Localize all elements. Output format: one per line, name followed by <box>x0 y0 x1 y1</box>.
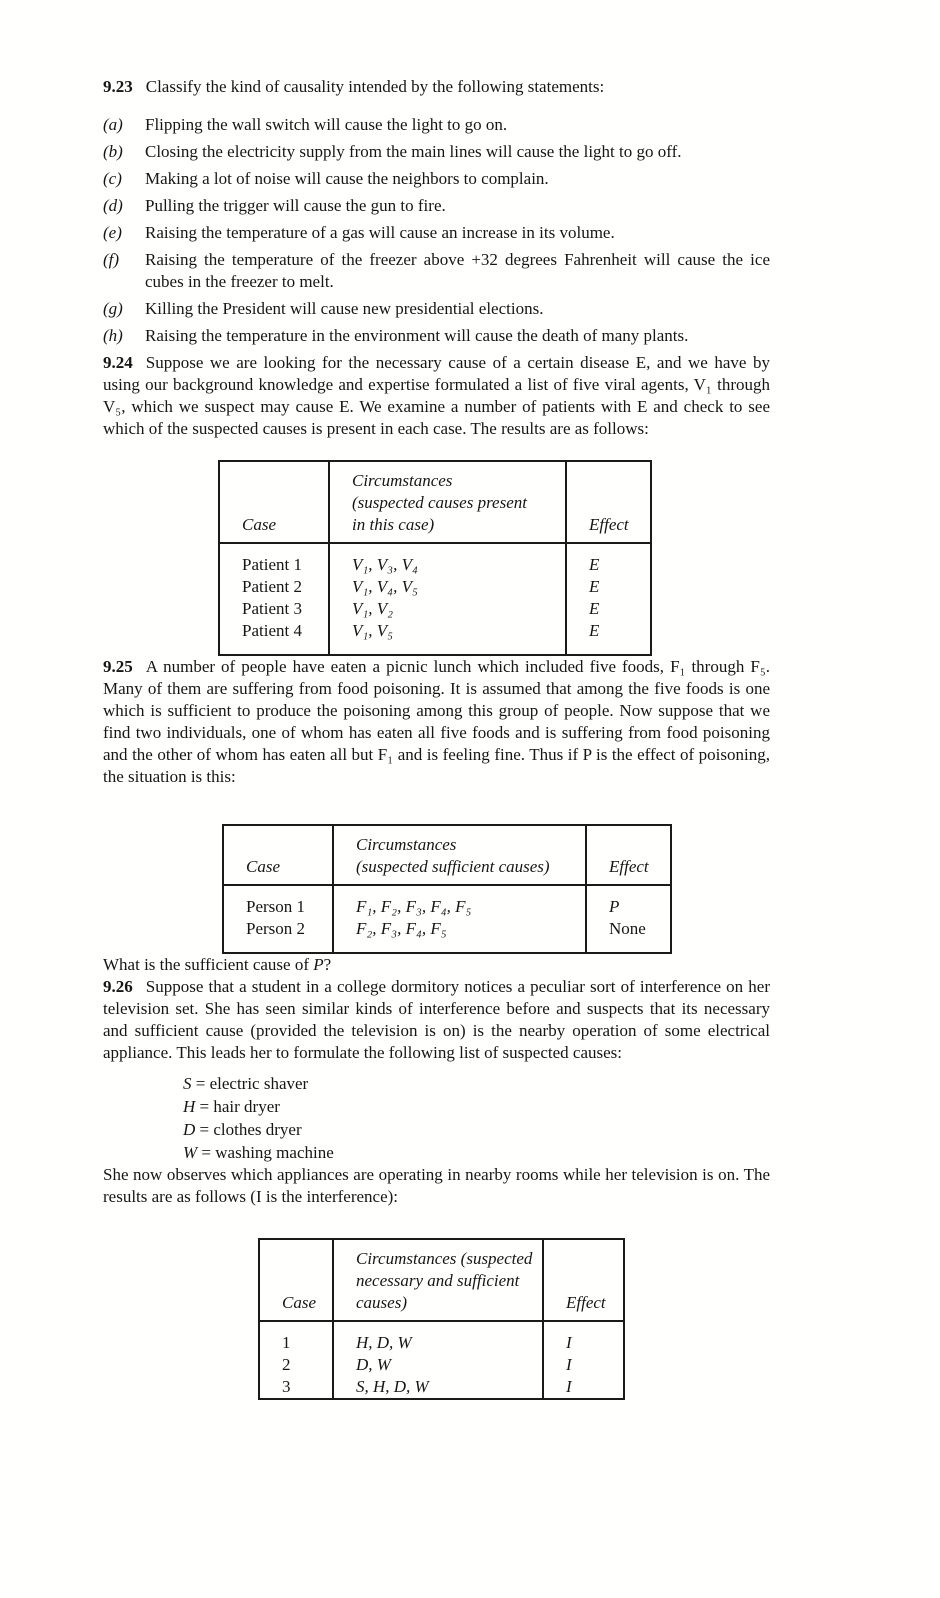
circumstances-cell: S, H, D, W <box>333 1376 543 1399</box>
question-text: What is the sufficient cause of <box>103 955 309 974</box>
effect-cell: E <box>566 576 651 598</box>
case-cell: Person 2 <box>223 918 333 953</box>
problem-number: 9.24 <box>103 353 133 372</box>
table-row <box>259 1354 624 1376</box>
definition-item <box>183 1141 770 1164</box>
header-line: causes) <box>356 1293 407 1312</box>
table-header-row <box>219 461 651 543</box>
circumstances-cell: V₁, V₄, V₅ <box>329 576 566 598</box>
item-label: (f) <box>103 250 120 269</box>
effect-cell: I <box>543 1354 624 1376</box>
effect-cell: E <box>566 598 651 620</box>
case-cell: Patient 2 <box>219 576 329 598</box>
case-header-cell: Case <box>223 825 333 885</box>
circumstances-header-cell <box>333 825 586 885</box>
problem-intro: Classify the kind of causality intended by the following statements: <box>145 77 605 96</box>
patients-table <box>218 460 652 656</box>
statement-item-g <box>103 298 770 320</box>
definition-symbol: W <box>183 1143 198 1162</box>
table-row <box>219 620 651 655</box>
circumstances-cell: D, W <box>333 1354 543 1376</box>
statement-item-a <box>103 114 770 136</box>
definition-item <box>183 1118 770 1141</box>
item-label: (g) <box>103 299 123 318</box>
problem-body: Suppose we are looking for the necessary cause of a certain disease E, and we have by using our background knowledge and expertise formulated a list of five viral agents, V₁ through V₅, which we suspect may cause E. We examine a number of patients with E and check to see which of the suspected causes is present in each case. The results are as follows: <box>103 353 770 438</box>
statement-item-b <box>103 141 770 163</box>
case-header-cell: Case <box>219 461 329 543</box>
item-label: (e) <box>103 223 122 242</box>
case-cell: 3 <box>259 1376 333 1399</box>
header-line: necessary and sufficient <box>356 1271 520 1290</box>
effect-header-cell: Effect <box>586 825 671 885</box>
case-cell: Patient 4 <box>219 620 329 655</box>
case-cell: 1 <box>259 1321 333 1354</box>
circumstances-cell: F₂, F₃, F₄, F₅ <box>333 918 586 953</box>
table-header-row <box>223 825 671 885</box>
case-cell: Person 1 <box>223 885 333 918</box>
item-label: (h) <box>103 326 123 345</box>
item-label: (a) <box>103 115 123 134</box>
text-column <box>103 0 770 1400</box>
statement-item-c <box>103 168 770 190</box>
table-row <box>259 1376 624 1399</box>
persons-table <box>222 824 672 954</box>
table-row <box>219 576 651 598</box>
definition-text: = washing machine <box>201 1143 334 1162</box>
header-line: Circumstances <box>352 471 453 490</box>
problem-body: Suppose that a student in a college dormitory notices a peculiar sort of interference on her television set. She has seen similar kinds of interference before and suspects that its necessary and sufficient cause (provided the television is on) is the nearby operation of some electrical appliance. This leads her to formulate the following list of suspected causes: <box>103 977 770 1062</box>
circumstances-header-cell <box>333 1239 543 1321</box>
problem-statement-9-26 <box>103 976 770 1064</box>
definition-text: = electric shaver <box>195 1074 309 1093</box>
effect-cell: I <box>543 1321 624 1354</box>
statement-list-9-23 <box>103 114 770 347</box>
effect-cell: I <box>543 1376 624 1399</box>
item-text: Raising the temperature of a gas will cause an increase in its volume. <box>145 223 615 242</box>
table-row <box>223 918 671 953</box>
item-text: Raising the temperature of the freezer above +32 degrees Fahrenheit will cause the ice cubes in the freezer to melt. <box>145 250 770 291</box>
definition-symbol: S <box>183 1074 192 1093</box>
header-line: (suspected causes present <box>352 493 527 512</box>
circumstances-cell: V₁, V₅ <box>329 620 566 655</box>
effect-cell: E <box>566 620 651 655</box>
effect-header-cell: Effect <box>543 1239 624 1321</box>
appliances-table <box>258 1238 625 1400</box>
header-line: Circumstances (suspected <box>356 1249 533 1268</box>
definition-symbol: H <box>183 1097 196 1116</box>
statement-item-e <box>103 222 770 244</box>
item-text: Making a lot of noise will cause the neighbors to complain. <box>145 169 549 188</box>
effect-cell: P <box>586 885 671 918</box>
circumstances-cell: F₁, F₂, F₃, F₄, F₅ <box>333 885 586 918</box>
question-9-25 <box>103 954 770 976</box>
item-text: Closing the electricity supply from the main lines will cause the light to go off. <box>145 142 682 161</box>
header-line: in this case) <box>352 515 435 534</box>
item-text: Killing the President will cause new presidential elections. <box>145 299 544 318</box>
suspected-causes-list <box>183 1072 770 1164</box>
problem-number: 9.26 <box>103 977 133 996</box>
problem-number: 9.25 <box>103 657 133 676</box>
item-label: (d) <box>103 196 123 215</box>
table-row <box>219 598 651 620</box>
definition-item <box>183 1072 770 1095</box>
table-row <box>259 1321 624 1354</box>
case-cell: 2 <box>259 1354 333 1376</box>
effect-cell: None <box>586 918 671 953</box>
definition-symbol: D <box>183 1120 196 1139</box>
case-cell: Patient 3 <box>219 598 329 620</box>
circumstances-cell: V₁, V₃, V₄ <box>329 543 566 576</box>
problem-heading-9-23 <box>103 76 770 98</box>
header-line: (suspected sufficient causes) <box>356 857 550 876</box>
item-text: Raising the temperature in the environment will cause the death of many plants. <box>145 326 689 345</box>
item-text: Flipping the wall switch will cause the light to go on. <box>145 115 508 134</box>
item-text: Pulling the trigger will cause the gun to fire. <box>145 196 446 215</box>
circumstances-cell: H, D, W <box>333 1321 543 1354</box>
problem-statement-9-25 <box>103 656 770 788</box>
problem-statement-9-24 <box>103 352 770 440</box>
table-header-row <box>259 1239 624 1321</box>
question-mark: ? <box>323 955 332 974</box>
table-row <box>223 885 671 918</box>
definition-text: = hair dryer <box>199 1097 280 1116</box>
problem-body: A number of people have eaten a picnic lunch which included five foods, F₁ through F₅. Many of them are suffering from food poisoning. It is assumed that among the five foods is one which is sufficient to produce the poisoning among this group of people. Now suppose that we find two individuals, one of whom has eaten all five foods and is suffering from food poisoning and the other of whom has eaten all but F₁ and is feeling fine. Thus if P is the effect of poisoning, the situation is this: <box>103 657 770 786</box>
effect-cell: E <box>566 543 651 576</box>
circumstances-cell: V₁, V₂ <box>329 598 566 620</box>
table-row <box>219 543 651 576</box>
observation-paragraph: She now observes which appliances are operating in nearby rooms while her television is on. The results are as follows (I is the interference): <box>103 1165 770 1206</box>
question-variable: P <box>313 955 324 974</box>
statement-item-d <box>103 195 770 217</box>
definition-item <box>183 1095 770 1118</box>
case-header-cell: Case <box>259 1239 333 1321</box>
case-cell: Patient 1 <box>219 543 329 576</box>
item-label: (c) <box>103 169 122 188</box>
statement-item-h <box>103 325 770 347</box>
circumstances-header-cell <box>329 461 566 543</box>
definition-text: = clothes dryer <box>199 1120 302 1139</box>
item-label: (b) <box>103 142 123 161</box>
problem-number: 9.23 <box>103 77 133 96</box>
statement-item-f <box>103 249 770 293</box>
effect-header-cell: Effect <box>566 461 651 543</box>
header-line: Circumstances <box>356 835 457 854</box>
